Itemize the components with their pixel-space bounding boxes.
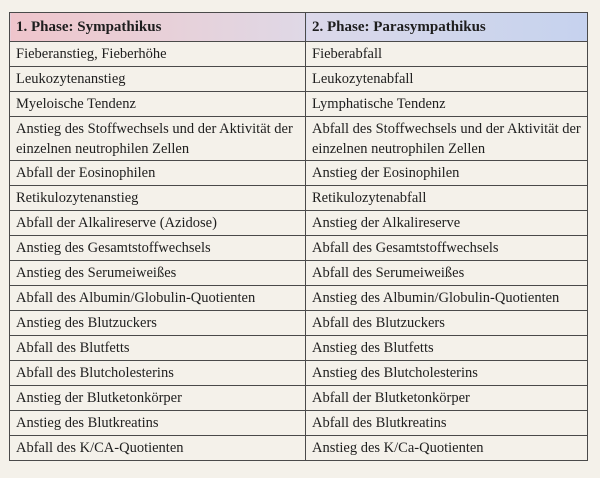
cell-parasympathikus: Anstieg des Blutfetts — [306, 336, 588, 361]
cell-parasympathikus: Abfall des Stoffwechsels und der Aktivität der einzelnen neutrophilen Zellen — [306, 117, 588, 161]
cell-parasympathikus: Anstieg der Alkalireserve — [306, 211, 588, 236]
table-row — [10, 361, 588, 386]
cell-parasympathikus: Lymphatische Tendenz — [306, 92, 588, 117]
cell-sympathikus: Anstieg des Serumeiweißes — [10, 261, 306, 286]
table-row — [10, 261, 588, 286]
header-parasympathikus: 2. Phase: Parasympathikus — [306, 13, 588, 42]
cell-parasympathikus: Leukozytenabfall — [306, 67, 588, 92]
table-row — [10, 286, 588, 311]
cell-sympathikus: Abfall des Albumin/Globulin-Quotienten — [10, 286, 306, 311]
cell-sympathikus: Abfall der Eosinophilen — [10, 161, 306, 186]
cell-sympathikus: Abfall des Blutcholesterins — [10, 361, 306, 386]
cell-sympathikus: Anstieg des Blutkreatins — [10, 411, 306, 436]
table-row — [10, 211, 588, 236]
cell-parasympathikus: Abfall des Blutzuckers — [306, 311, 588, 336]
table-row — [10, 42, 588, 67]
cell-sympathikus: Leukozytenanstieg — [10, 67, 306, 92]
cell-sympathikus: Anstieg der Blutketonkörper — [10, 386, 306, 411]
table-row — [10, 436, 588, 461]
cell-parasympathikus: Retikulozytenabfall — [306, 186, 588, 211]
cell-parasympathikus: Fieberabfall — [306, 42, 588, 67]
table-row — [10, 236, 588, 261]
table-row — [10, 186, 588, 211]
cell-parasympathikus: Abfall des Serumeiweißes — [306, 261, 588, 286]
cell-parasympathikus: Abfall der Blutketonkörper — [306, 386, 588, 411]
cell-parasympathikus: Anstieg des Albumin/Globulin-Quotienten — [306, 286, 588, 311]
cell-sympathikus: Fieberanstieg, Fieberhöhe — [10, 42, 306, 67]
table-row — [10, 411, 588, 436]
header-sympathikus: 1. Phase: Sympathikus — [10, 13, 306, 42]
cell-sympathikus: Anstieg des Gesamtstoffwechsels — [10, 236, 306, 261]
cell-sympathikus: Retikulozytenanstieg — [10, 186, 306, 211]
table-row — [10, 161, 588, 186]
phase-comparison-table — [9, 12, 588, 461]
cell-parasympathikus: Anstieg der Eosinophilen — [306, 161, 588, 186]
cell-parasympathikus: Anstieg des Blutcholesterins — [306, 361, 588, 386]
table-row — [10, 92, 588, 117]
cell-sympathikus: Abfall der Alkalireserve (Azidose) — [10, 211, 306, 236]
table-row — [10, 311, 588, 336]
cell-sympathikus: Anstieg des Blutzuckers — [10, 311, 306, 336]
cell-parasympathikus: Abfall des Gesamtstoffwechsels — [306, 236, 588, 261]
table-row — [10, 336, 588, 361]
table-row — [10, 386, 588, 411]
cell-parasympathikus: Abfall des Blutkreatins — [306, 411, 588, 436]
cell-sympathikus: Myeloische Tendenz — [10, 92, 306, 117]
cell-sympathikus: Abfall des Blutfetts — [10, 336, 306, 361]
cell-parasympathikus: Anstieg des K/Ca-Quotienten — [306, 436, 588, 461]
cell-sympathikus: Anstieg des Stoffwechsels und der Aktivität der einzelnen neutrophilen Zellen — [10, 117, 306, 161]
table-row — [10, 117, 588, 161]
table-row — [10, 67, 588, 92]
table-header-row — [10, 13, 588, 42]
cell-sympathikus: Abfall des K/CA-Quotienten — [10, 436, 306, 461]
